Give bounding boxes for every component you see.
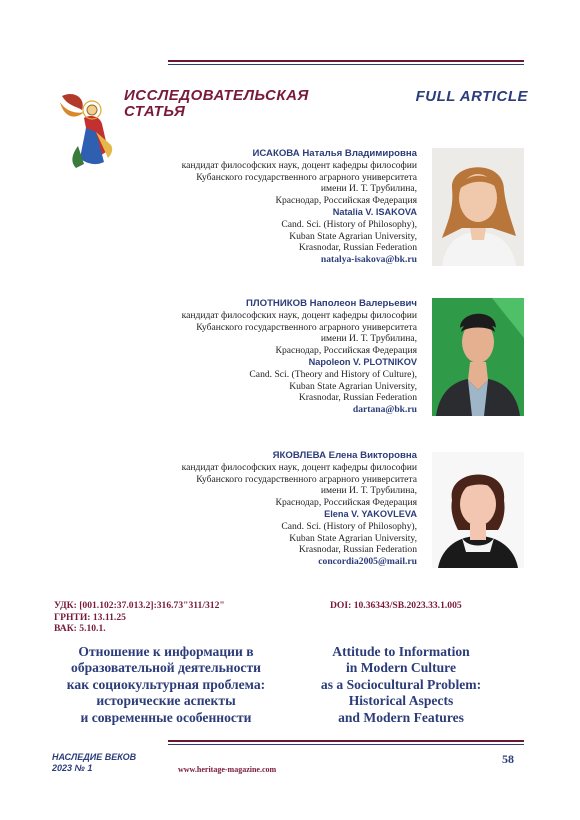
- title-ru-line: образовательной деятельности: [71, 660, 261, 676]
- journal-title: НАСЛЕДИЕ ВЕКОВ: [52, 752, 137, 762]
- author-ru-org-name: имени И. Т. Трубилина,: [320, 333, 417, 345]
- author-en-city: Krasnodar, Russian Federation: [298, 242, 417, 254]
- title-en-line: Attitude to Information: [332, 644, 470, 659]
- author-ru-org-name: имени И. Т. Трубилина,: [320, 485, 417, 497]
- page-number: 58: [502, 752, 514, 766]
- title-en-line: as a Sociocultural Problem:: [320, 676, 482, 692]
- title-en: [296, 644, 506, 726]
- article-type-label: FULL ARTICLE: [415, 88, 528, 105]
- author-en-name: Natalia V. ISAKOVA: [332, 206, 417, 217]
- author-en-degree: Cand. Sci. (History of Philosophy),: [281, 218, 417, 230]
- doi-code[interactable]: DOI: 10.36343/SB.2023.33.1.005: [330, 600, 462, 611]
- author-en-degree: Cand. Sci. (History of Philosophy),: [281, 520, 417, 532]
- title-en-line: Historical Aspects: [348, 693, 454, 709]
- author-email[interactable]: natalya-isakova@bk.ru: [320, 254, 417, 266]
- author-en-city: Krasnodar, Russian Federation: [298, 392, 417, 404]
- title-ru-line: Отношение к информации в: [78, 644, 254, 659]
- author-en-org: Kuban State Agrarian University,: [289, 380, 417, 392]
- author-en-org: Kuban State Agrarian University,: [289, 532, 417, 544]
- author-photo: [432, 452, 524, 568]
- author-email[interactable]: dartana@bk.ru: [352, 404, 417, 416]
- journal-issue: 2023 № 1: [52, 763, 93, 773]
- top-rule: [168, 60, 524, 62]
- title-en-line: and Modern Features: [338, 709, 464, 725]
- author-ru-name: ИСАКОВА Наталья Владимировна: [252, 148, 417, 159]
- section-title-line1: ИССЛЕДОВАТЕЛЬСКАЯ: [124, 87, 309, 104]
- author-ru-city: Краснодар, Российская Федерация: [275, 195, 417, 207]
- author-en-name: Napoleon V. PLOTNIKOV: [308, 356, 417, 367]
- title-ru-line: исторические аспекты: [96, 693, 236, 709]
- top-rule-thin: [168, 64, 524, 65]
- title-ru: [46, 644, 286, 726]
- author-ru-degree: кандидат философских наук, доцент кафедры философии: [181, 461, 417, 473]
- title-ru-line: и современные особенности: [80, 709, 252, 725]
- angel-logo-icon: [52, 88, 118, 170]
- journal-url[interactable]: www.heritage-magazine.com: [178, 765, 277, 774]
- section-title-line2: СТАТЬЯ: [124, 103, 186, 120]
- classification-codes: [54, 600, 225, 635]
- bottom-rule-thin: [168, 744, 524, 745]
- author-block: [117, 450, 417, 568]
- author-en-degree: Cand. Sci. (Theory and History of Culture),: [249, 368, 417, 380]
- author-email[interactable]: concordia2005@mail.ru: [318, 556, 417, 568]
- author-ru-name: ЯКОВЛЕВА Елена Викторовна: [272, 450, 417, 461]
- author-ru-org: Кубанского государственного аграрного университета: [196, 171, 417, 183]
- bottom-rule: [168, 740, 524, 742]
- title-en-line: in Modern Culture: [345, 660, 456, 676]
- title-ru-line: как социокультурная проблема:: [66, 676, 266, 692]
- author-ru-degree: кандидат философских наук, доцент кафедры философии: [181, 159, 417, 171]
- journal-name: [52, 752, 136, 774]
- author-en-org: Kuban State Agrarian University,: [289, 230, 417, 242]
- doi: [330, 600, 462, 612]
- author-en-city: Krasnodar, Russian Federation: [298, 544, 417, 556]
- author-ru-org: Кубанского государственного аграрного университета: [196, 321, 417, 333]
- udk-code: УДК: [001.102:37.013.2]:316.73"311/312": [54, 600, 225, 611]
- author-ru-name: ПЛОТНИКОВ Наполеон Валерьевич: [245, 298, 417, 309]
- author-ru-org: Кубанского государственного аграрного университета: [196, 473, 417, 485]
- author-ru-org-name: имени И. Т. Трубилина,: [320, 183, 417, 195]
- author-en-name: Elena V. YAKOVLEVA: [324, 508, 417, 519]
- author-block: [117, 298, 417, 416]
- author-ru-city: Краснодар, Российская Федерация: [275, 497, 417, 509]
- author-block: [117, 148, 417, 266]
- author-photo: [432, 298, 524, 416]
- author-ru-degree: кандидат философских наук, доцент кафедры философии: [181, 309, 417, 321]
- section-title: [124, 88, 309, 120]
- author-ru-city: Краснодар, Российская Федерация: [275, 345, 417, 357]
- vak-code: ВАК: 5.10.1.: [54, 623, 106, 634]
- author-photo: [432, 148, 524, 266]
- grnti-code: ГРНТИ: 13.11.25: [54, 611, 126, 623]
